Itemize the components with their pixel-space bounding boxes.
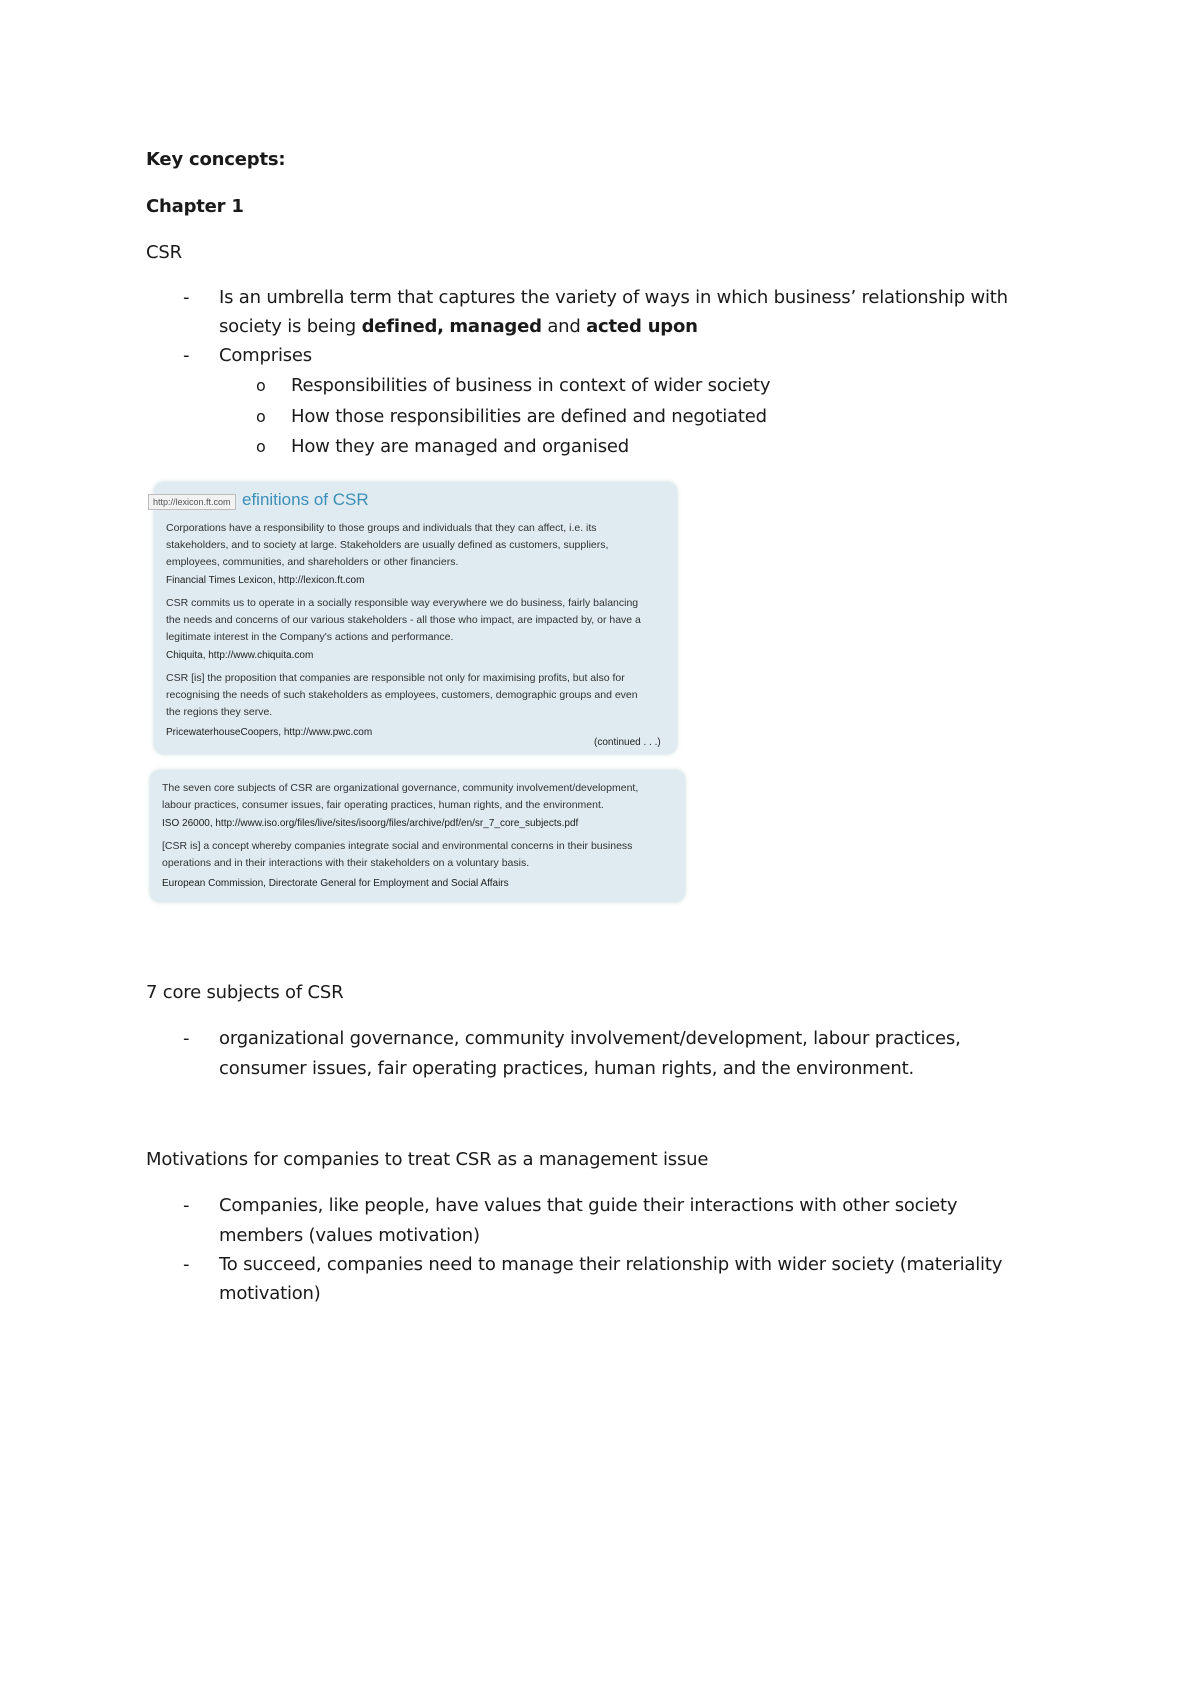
motivation-item1-line1: Companies, like people, have values that guide their interactions with other society: [219, 1195, 958, 1216]
definition-source: European Commission, Directorate General for Employment and Social Affairs: [162, 878, 509, 889]
csr-definition-line2: [219, 316, 698, 338]
core-subjects-line2: consumer issues, fair operating practices, human rights, and the environment.: [219, 1058, 914, 1079]
url-tag: http://lexicon.ft.com: [148, 494, 236, 510]
dash-bullet: -: [183, 1254, 190, 1275]
dash-bullet: -: [183, 1195, 190, 1216]
definition-text: CSR commits us to operate in a socially responsible way everywhere we do business, fairly balancing: [166, 597, 639, 609]
core-subjects-title: 7 core subjects of CSR: [146, 982, 344, 1003]
dash-bullet: -: [183, 287, 190, 308]
circle-bullet: o: [256, 376, 266, 395]
def-bold-defined: defined,: [361, 316, 444, 337]
def-text-and: and: [541, 316, 587, 337]
definition-text: stakeholders, and to society at large. Stakeholders are usually defined as customers, suppliers,: [166, 539, 609, 551]
continued-note: (continued . . .): [594, 737, 661, 748]
definition-source: PricewaterhouseCoopers, http://www.pwc.com: [166, 727, 373, 738]
definition-text: the needs and concerns of our various stakeholders - all those who impact, are impacted by, or have a: [166, 614, 641, 626]
definition-text: recognising the needs of such stakeholders as employees, customers, demographic groups and even: [166, 689, 638, 701]
core-subjects-line1: organizational governance, community involvement/development, labour practices,: [219, 1028, 961, 1049]
dash-bullet: -: [183, 345, 190, 366]
def-bold-managed: managed: [449, 316, 542, 337]
page-heading: Key concepts:: [146, 149, 286, 170]
motivation-item2-line2: motivation): [219, 1283, 321, 1304]
def-bold-acted-upon: acted upon: [586, 316, 698, 337]
definition-source: Financial Times Lexicon, http://lexicon.ft.com: [166, 575, 365, 586]
definition-source: Chiquita, http://www.chiquita.com: [166, 650, 314, 661]
definition-text: [CSR is] a concept whereby companies integrate social and environmental concerns in their business: [162, 840, 633, 852]
comprises-label: Comprises: [219, 345, 312, 366]
def-text: society is being: [219, 316, 362, 337]
definition-text: CSR [is] the proposition that companies are responsible not only for maximising profits, but also for: [166, 672, 625, 684]
definition-text: The seven core subjects of CSR are organizational governance, community involvement/development,: [162, 782, 639, 794]
motivation-item2-line1: To succeed, companies need to manage their relationship with wider society (materiality: [219, 1254, 1003, 1275]
motivations-title: Motivations for companies to treat CSR as a management issue: [146, 1149, 709, 1170]
csr-core-subjects-box: [150, 770, 685, 902]
csr-title: CSR: [146, 242, 182, 263]
circle-bullet: o: [256, 407, 266, 426]
csr-definitions-box: [154, 482, 677, 754]
definitions-title: efinitions of CSR: [242, 490, 369, 509]
definition-text: operations and in their interactions with their stakeholders on a voluntary basis.: [162, 857, 530, 869]
csr-definition-line1: Is an umbrella term that captures the variety of ways in which business’ relationship with: [219, 287, 1008, 308]
comprises-item: How they are managed and organised: [291, 436, 630, 457]
comprises-item: How those responsibilities are defined and negotiated: [291, 406, 767, 427]
dash-bullet: -: [183, 1028, 190, 1049]
definition-text: the regions they serve.: [166, 706, 273, 718]
circle-bullet: o: [256, 437, 266, 456]
definition-text: employees, communities, and shareholders or other financiers.: [166, 556, 459, 568]
definition-text: Corporations have a responsibility to those groups and individuals that they can affect, i.e. its: [166, 522, 597, 534]
comprises-item: Responsibilities of business in context of wider society: [291, 375, 771, 396]
motivation-item1-line2: members (values motivation): [219, 1225, 480, 1246]
definition-text: legitimate interest in the Company's actions and performance.: [166, 631, 454, 643]
definition-text: labour practices, consumer issues, fair operating practices, human rights, and the environment.: [162, 799, 604, 811]
chapter-heading: Chapter 1: [146, 196, 244, 217]
definition-source: ISO 26000, http://www.iso.org/files/live/sites/isoorg/files/archive/pdf/en/sr_7_core_subjects.pdf: [162, 818, 579, 829]
